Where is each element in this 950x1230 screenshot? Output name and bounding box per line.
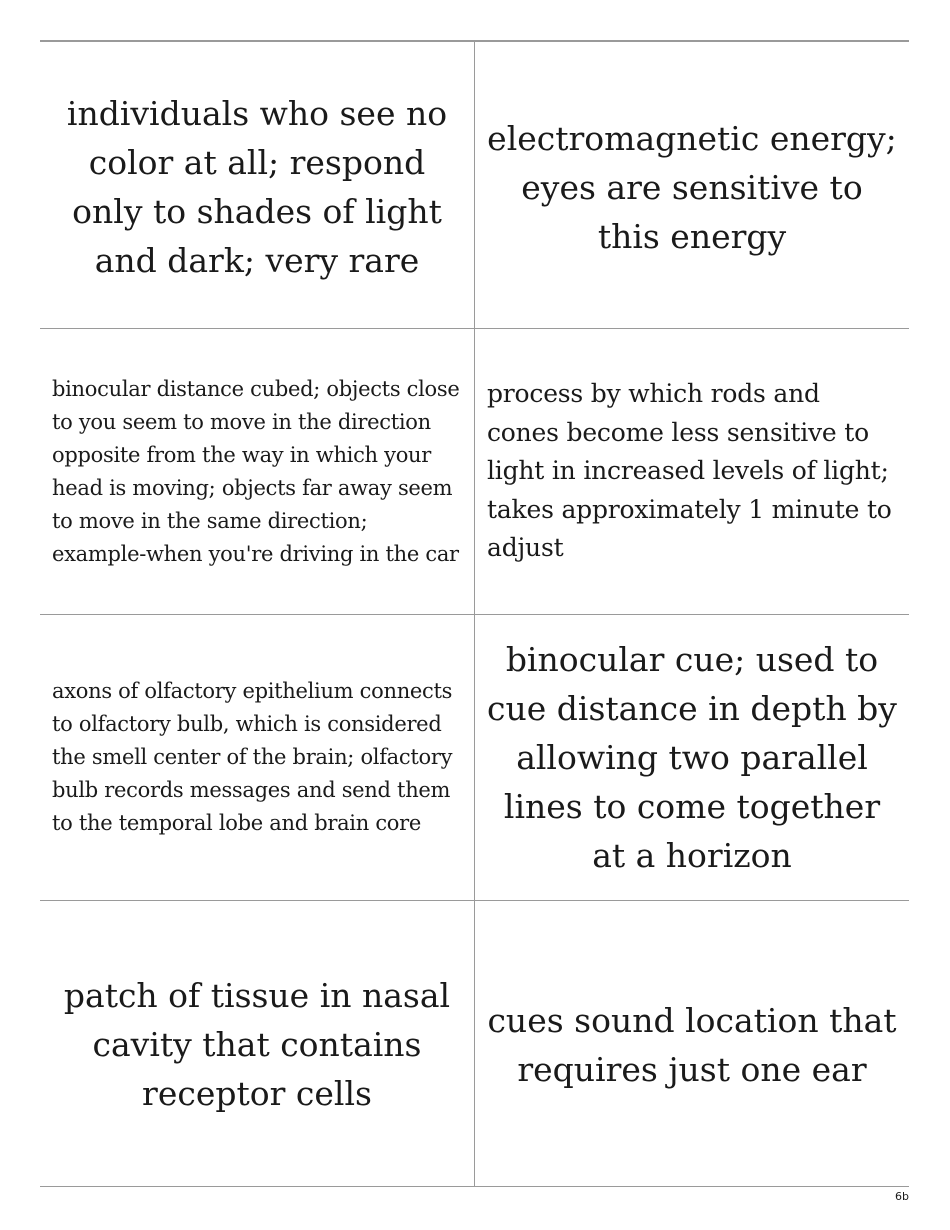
flashcard-cell xyxy=(475,901,909,1188)
flashcard-text: process by which rods and cones become less sensitive to light in increased levels of light; takes approximately 1 minute to adjust xyxy=(487,379,892,563)
flashcard-text: axons of olfactory epithelium connects to olfactory bulb, which is considered the smell center of the brain; olfactory bulb records messages and send them to the temporal lobe and brain core xyxy=(52,679,453,835)
flashcard-text: individuals who see no color at all; respond only to shades of light and dark; very rare xyxy=(66,94,448,280)
flashcard-cell xyxy=(40,901,474,1188)
flashcard-cell xyxy=(40,615,474,900)
flashcard-sheet xyxy=(40,40,909,1187)
flashcard-text: cues sound location that requires just one ear xyxy=(487,1000,897,1089)
flashcard-cell xyxy=(475,329,909,614)
flashcard-cell xyxy=(475,42,909,328)
flashcard-cell xyxy=(40,329,474,614)
flashcard-text: binocular cue; used to cue distance in depth by allowing two parallel lines to come together at a horizon xyxy=(487,640,897,875)
flashcard-cell xyxy=(475,615,909,900)
page-number: 6b xyxy=(895,1190,909,1203)
flashcard-text: binocular distance cubed; objects close to you seem to move in the direction opposite from the way in which your head is moving; objects far away seem to move in the same direction; example-when you're driving in the car xyxy=(52,376,460,566)
flashcard-text: patch of tissue in nasal cavity that contains receptor cells xyxy=(63,976,451,1113)
flashcard-cell xyxy=(40,42,474,328)
flashcard-text: electromagnetic energy; eyes are sensitive to this energy xyxy=(487,118,897,256)
